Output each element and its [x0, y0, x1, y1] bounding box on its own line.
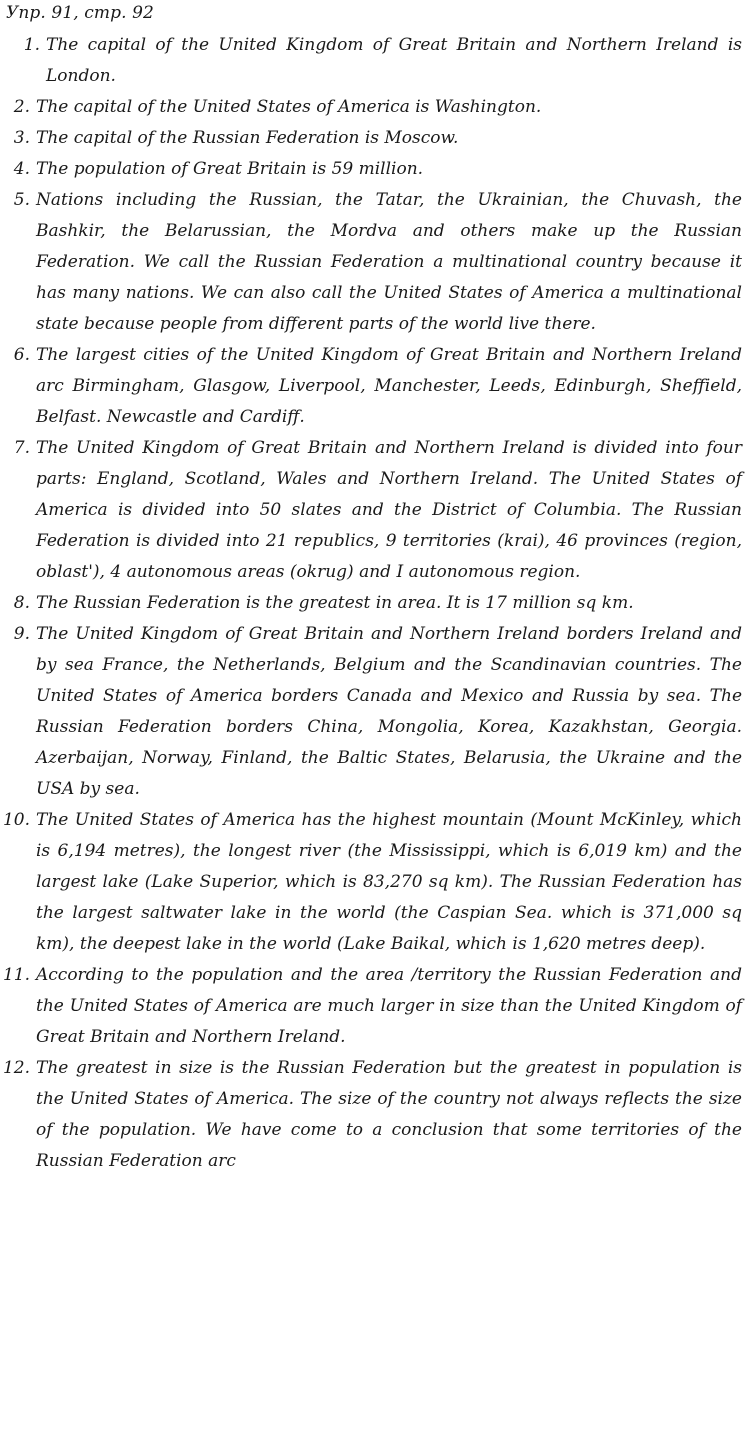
item-text: The largest cities of the United Kingdom of Great Britain and Northern Ireland arc Birmingham, Glasgow, Liverpool, Manchester, Leeds, Edinburgh, Sheffield, Belfast. Newcastle and Cardiff. [36, 345, 742, 427]
list-item [0, 619, 742, 805]
item-number: 10. [2, 810, 30, 830]
item-number: 1. [23, 35, 40, 55]
item-number: 12. [2, 1058, 30, 1078]
list-item [0, 154, 742, 185]
item-text: According to the population and the area /territory the Russian Federation and the United States of America are much larger in size than the United Kingdom of Great Britain and Northern Ireland. [36, 965, 742, 1047]
item-number: 9. [13, 624, 30, 644]
item-number: 11. [2, 965, 30, 985]
list-item [0, 340, 742, 433]
list-item [0, 588, 742, 619]
item-number: 2. [13, 97, 30, 117]
item-number: 4. [13, 159, 30, 179]
item-text: The United States of America has the highest mountain (Mount McKinley, which is 6,194 metres), the longest river (the Mississippi, which is 6,019 km) and the largest lake (Lake Superior, which is 83,270 sq km). The Russian Federation has the largest saltwater lake in the world (the Caspian Sea. which is 371,000 sq km), the deepest lake in the world (Lake Baikal, which is 1,620 metres deep). [36, 810, 742, 954]
item-text: The United Kingdom of Great Britain and Northern Ireland is divided into four parts: England, Scotland, Wales and Northern Ireland. The United States of America is divided into 50 slates and the District of Columbia. The Russian Federation is divided into 21 republics, 9 territories (krai), 46 provinces (region, oblast'), 4 autonomous areas (okrug) and I autonomous region. [36, 438, 742, 582]
item-text: The greatest in size is the Russian Federation but the greatest in population is the United States of America. The size of the country not always reflects the size of the population. We have come to a conclusion that some territories of the Russian Federation arc [36, 1058, 742, 1171]
list-item [0, 123, 742, 154]
item-text: The population of Great Britain is 59 million. [36, 159, 424, 179]
answers-list [0, 30, 742, 1177]
item-text: The capital of the United States of America is Washington. [36, 97, 542, 117]
list-item [0, 92, 742, 123]
item-number: 3. [13, 128, 30, 148]
list-item [0, 30, 742, 92]
item-text: The capital of the Russian Federation is Moscow. [36, 128, 459, 148]
list-item [0, 185, 742, 340]
item-number: 5. [13, 190, 30, 210]
item-text: Nations including the Russian, the Tatar, the Ukrainian, the Chuvash, the Bashkir, the Belarussian, the Mordva and others make up the Russian Federation. We call the Russian Federation a multinational country because it has many nations. We can also call the United States of America a multinational state because people from different parts of the world live there. [36, 190, 742, 334]
item-number: 6. [13, 345, 30, 365]
item-text: The capital of the United Kingdom of Great Britain and Northern Ireland is London. [46, 35, 742, 86]
list-item [0, 805, 742, 960]
list-item [0, 960, 742, 1053]
exercise-heading: Упр. 91, стр. 92 [6, 3, 154, 23]
item-number: 8. [13, 593, 30, 613]
item-text: The United Kingdom of Great Britain and Northern Ireland borders Ireland and by sea France, the Netherlands, Belgium and the Scandinavian countries. The United States of America borders Canada and Mexico and Russia by sea. The Russian Federation borders China, Mongolia, Korea, Kazakhstan, Georgia. Azerbaijan, Norway, Finland, the Baltic States, Belarusia, the Ukraine and the USA by sea. [36, 624, 742, 799]
item-number: 7. [13, 438, 30, 458]
list-item [0, 433, 742, 588]
item-text: The Russian Federation is the greatest in area. It is 17 million sq km. [36, 593, 634, 613]
list-item [0, 1053, 742, 1177]
